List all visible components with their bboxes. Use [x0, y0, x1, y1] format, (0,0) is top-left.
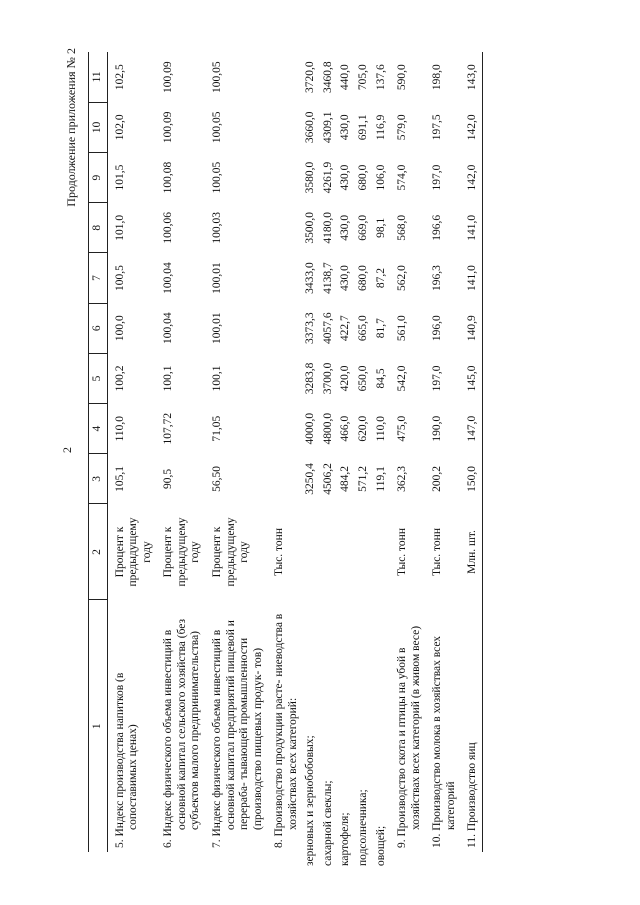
- table-row: [107, 52, 156, 852]
- indicator-name: сахарной свеклы;: [321, 780, 334, 866]
- value-cell: 571,2: [357, 465, 369, 492]
- value-cell: 4138,7: [321, 262, 334, 294]
- value-cell: 84,5: [374, 368, 387, 389]
- indicator-name: Производство яиц: [466, 742, 479, 832]
- indicator-name: Производство молока в хозяйствах всех категорий: [431, 635, 457, 831]
- column-header: 2: [89, 504, 108, 600]
- indicator-cell: [460, 600, 482, 852]
- value-cell: 100,03: [210, 211, 223, 244]
- value-cell: 3250,4: [304, 463, 317, 495]
- value-cell: [267, 353, 302, 403]
- column-header: 10: [89, 102, 108, 152]
- value-cell: 579,0: [396, 114, 409, 141]
- value-cell: 197,5: [431, 114, 444, 141]
- header-row: [89, 52, 108, 852]
- value-cell: [267, 303, 302, 353]
- column-header: 8: [89, 203, 108, 253]
- value-cell: 102,5: [113, 64, 126, 91]
- row-number: 10.: [431, 833, 444, 848]
- value-cell: 150,0: [460, 454, 482, 504]
- value-cell: 590,0: [396, 64, 409, 91]
- value-cell: 466,0: [339, 415, 352, 442]
- unit-cell: Млн. шт.: [460, 504, 482, 600]
- indicator-cell: [205, 600, 267, 852]
- value-cell: 100,1: [162, 365, 175, 392]
- value-cell: 3720,0: [304, 61, 317, 93]
- value-cell: 3500,0: [304, 211, 317, 244]
- table-row: [425, 52, 460, 852]
- value-cell: 190,0: [431, 415, 444, 442]
- value-cell: 106,0: [374, 164, 387, 191]
- value-cell: 100,0: [113, 315, 126, 342]
- appendix-label: Продолжение приложения № 2: [64, 48, 78, 207]
- value-cell: 430,0: [339, 164, 352, 191]
- row-number: 7.: [210, 839, 223, 848]
- indicator-cell: [156, 600, 205, 852]
- value-cell: 420,0: [339, 365, 352, 392]
- value-cell: 100,01: [210, 312, 223, 345]
- value-cell: [267, 253, 302, 303]
- value-cell: 141,0: [460, 203, 482, 253]
- value-cell: 574,0: [396, 164, 409, 191]
- row-number: 5.: [113, 839, 126, 848]
- unit-cell: [320, 504, 338, 600]
- value-cell: [267, 102, 302, 152]
- indicator-cell: [267, 600, 302, 852]
- value-cell: 430,0: [339, 265, 352, 291]
- column-header: 7: [89, 253, 108, 303]
- table-row: [390, 52, 425, 852]
- table-row: [302, 52, 320, 852]
- table-row: [205, 52, 267, 852]
- data-table: [88, 52, 483, 866]
- table-row: [320, 52, 338, 852]
- value-cell: 100,2: [113, 365, 126, 392]
- value-cell: [267, 454, 302, 504]
- row-number: 8.: [273, 839, 286, 848]
- column-header: 5: [89, 353, 108, 403]
- value-cell: 100,05: [210, 61, 223, 93]
- value-cell: 680,0: [357, 265, 369, 291]
- table-row: [156, 52, 205, 852]
- value-cell: 484,2: [339, 465, 352, 492]
- value-cell: 4000,0: [304, 412, 317, 445]
- value-cell: 4506,2: [321, 463, 334, 495]
- indicator-cell: [390, 600, 425, 852]
- value-cell: 3283,8: [304, 362, 317, 395]
- value-cell: 4309,1: [321, 111, 334, 144]
- value-cell: 100,1: [210, 365, 223, 392]
- value-cell: 90,5: [162, 468, 175, 489]
- value-cell: 705,0: [357, 64, 369, 91]
- indicator-name: овощей;: [374, 825, 387, 866]
- unit-cell: [373, 504, 391, 600]
- unit-cell: [355, 504, 373, 600]
- value-cell: 430,0: [339, 114, 352, 141]
- column-header: 11: [89, 52, 108, 102]
- value-cell: 3373,3: [304, 312, 317, 345]
- value-cell: 101,5: [113, 164, 126, 191]
- unit-cell: Тыс. тонн: [431, 528, 444, 576]
- indicator-name: Индекс физического объема инвестиций в основной капитал предприятий пищевой и перераба- тывающей промышленности (производство пищевых продук- тов): [210, 620, 264, 837]
- value-cell: 4800,0: [321, 412, 334, 445]
- value-cell: 100,01: [210, 262, 223, 294]
- table-row: [373, 52, 391, 852]
- value-cell: 3460,8: [321, 61, 334, 93]
- value-cell: 3700,0: [321, 362, 334, 395]
- value-cell: 142,0: [460, 152, 482, 202]
- unit-cell: Тыс. тонн: [273, 528, 286, 576]
- column-header: 4: [89, 404, 108, 454]
- value-cell: 105,1: [113, 465, 126, 492]
- unit-cell: Процент к предыдущему году: [210, 517, 251, 587]
- indicator-name: зерновых и зернобобовых;: [304, 735, 317, 866]
- value-cell: 147,0: [460, 404, 482, 454]
- indicator-name: Производство продукции расте- ниеводства в хозяйствах всех категорий:: [273, 613, 299, 837]
- value-cell: 81,7: [374, 318, 387, 339]
- table-row: [267, 52, 302, 852]
- value-cell: 100,04: [162, 262, 175, 294]
- value-cell: 101,0: [113, 214, 126, 241]
- value-cell: [267, 404, 302, 454]
- value-cell: 100,04: [162, 312, 175, 345]
- value-cell: 4057,6: [321, 312, 334, 345]
- value-cell: 562,0: [396, 265, 409, 291]
- value-cell: 196,3: [431, 265, 444, 291]
- unit-cell: [337, 504, 355, 600]
- value-cell: 542,0: [396, 365, 409, 392]
- column-header: 6: [89, 303, 108, 353]
- value-cell: 141,0: [460, 253, 482, 303]
- table-body: [107, 52, 482, 866]
- page-number: 2: [60, 447, 74, 453]
- value-cell: 98,1: [374, 217, 387, 238]
- row-number: 9.: [396, 839, 409, 848]
- value-cell: 568,0: [396, 214, 409, 241]
- unit-cell: Процент к предыдущему году: [162, 517, 202, 587]
- column-header: 1: [89, 600, 108, 852]
- value-cell: 3660,0: [304, 111, 317, 144]
- value-cell: 102,0: [113, 114, 126, 141]
- value-cell: 422,7: [339, 315, 352, 342]
- value-cell: 100,08: [162, 161, 175, 194]
- column-header: 3: [89, 454, 108, 504]
- value-cell: 137,6: [374, 64, 387, 91]
- value-cell: 100,09: [162, 111, 175, 144]
- value-cell: 87,2: [374, 267, 387, 289]
- value-cell: 196,0: [431, 315, 444, 342]
- value-cell: 3433,0: [304, 262, 317, 294]
- column-header: 9: [89, 152, 108, 202]
- indicator-name: подсолнечника;: [357, 789, 369, 866]
- indicator-cell: [320, 600, 338, 866]
- indicator-name: Индекс физического объема инвестиций в основной капитал сельского хозяйства (без субъектов малого предпринимательства): [162, 618, 202, 837]
- rotated-content: [40, 40, 600, 866]
- indicator-cell: [373, 600, 391, 866]
- value-cell: 196,6: [431, 214, 444, 241]
- value-cell: [267, 203, 302, 253]
- value-cell: 142,0: [460, 102, 482, 152]
- value-cell: 100,05: [210, 161, 223, 194]
- indicator-cell: [337, 600, 355, 866]
- indicator-name: Индекс производства напитков (в сопоставимых ценах): [113, 672, 140, 837]
- value-cell: 4180,0: [321, 211, 334, 244]
- value-cell: 198,0: [431, 64, 444, 91]
- value-cell: 100,06: [162, 211, 175, 244]
- unit-cell: [302, 504, 320, 600]
- value-cell: 116,9: [374, 114, 387, 141]
- indicator-cell: [302, 600, 320, 866]
- unit-cell: Тыс. тонн: [396, 528, 409, 576]
- indicator-cell: [107, 600, 156, 852]
- value-cell: 143,0: [460, 52, 482, 102]
- value-cell: 4261,9: [321, 161, 334, 194]
- value-cell: 110,0: [113, 415, 126, 442]
- value-cell: 669,0: [357, 214, 369, 241]
- value-cell: [267, 152, 302, 202]
- value-cell: 650,0: [357, 365, 369, 392]
- value-cell: 100,05: [210, 111, 223, 144]
- value-cell: 197,0: [431, 164, 444, 191]
- value-cell: 620,0: [357, 415, 369, 442]
- value-cell: 561,0: [396, 315, 409, 342]
- table-row: [337, 52, 355, 852]
- indicator-cell: [355, 600, 373, 866]
- value-cell: 680,0: [357, 164, 369, 191]
- value-cell: 362,3: [396, 465, 409, 492]
- table-row: [460, 52, 482, 852]
- row-number: 11.: [466, 834, 479, 848]
- value-cell: 100,5: [113, 265, 126, 291]
- value-cell: 475,0: [396, 415, 409, 442]
- value-cell: 3580,0: [304, 161, 317, 194]
- value-cell: 110,0: [374, 415, 387, 442]
- value-cell: 665,0: [357, 315, 369, 342]
- row-number: 6.: [162, 839, 175, 848]
- value-cell: 145,0: [460, 353, 482, 403]
- unit-cell: Процент к предыдущему году: [113, 517, 153, 587]
- indicator-name: картофеля;: [339, 812, 352, 866]
- value-cell: 200,2: [431, 465, 444, 492]
- value-cell: 140,9: [460, 303, 482, 353]
- value-cell: 100,09: [162, 61, 175, 93]
- value-cell: 119,1: [374, 466, 387, 492]
- value-cell: 197,0: [431, 365, 444, 392]
- value-cell: 107,72: [162, 412, 175, 445]
- indicator-cell: [425, 600, 460, 852]
- value-cell: 430,0: [339, 214, 352, 241]
- value-cell: 691,1: [357, 114, 369, 141]
- value-cell: [267, 52, 302, 102]
- table-row: [355, 52, 373, 852]
- value-cell: 440,0: [339, 64, 352, 91]
- indicator-name: Производство скота и птицы на убой в хозяйствах всех категорий (в живом весе): [396, 625, 422, 837]
- value-cell: 56,50: [210, 465, 223, 492]
- value-cell: 71,05: [210, 415, 223, 442]
